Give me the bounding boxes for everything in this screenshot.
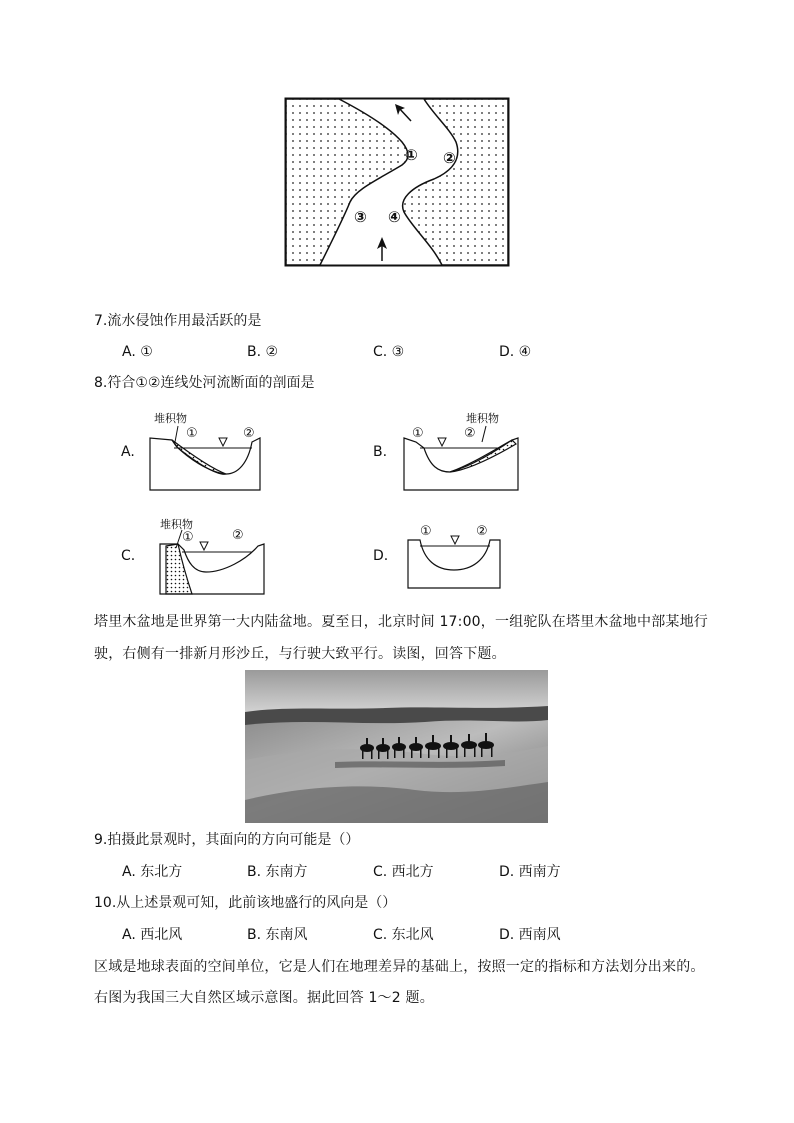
q9-option-b[interactable]: B. 东南方	[247, 864, 308, 880]
marker-1: ①	[420, 524, 432, 539]
q8-option-c-letter[interactable]: C.	[121, 548, 136, 564]
marker-1: ①	[412, 426, 424, 441]
q7-option-d[interactable]: D. ④	[499, 344, 532, 360]
desert-camel-photo	[245, 670, 548, 823]
marker-2: ②	[243, 426, 255, 441]
q8-option-b-letter[interactable]: B.	[373, 444, 388, 460]
q7-option-b[interactable]: B. ②	[247, 344, 279, 360]
deposit-label: 堆积物	[160, 518, 193, 531]
q8-option-d-diagram[interactable]	[406, 524, 504, 590]
q10-option-c[interactable]: C. 东北风	[373, 927, 434, 943]
q10-option-a[interactable]: A. 西北风	[122, 927, 183, 943]
q7-option-a[interactable]: A. ①	[122, 344, 153, 360]
question-7-stem: 7.流水侵蚀作用最活跃的是	[94, 313, 262, 329]
q8-option-c-diagram[interactable]	[158, 514, 266, 596]
q10-option-b[interactable]: B. 东南风	[247, 927, 308, 943]
passage-1-line-1: 塔里木盆地是世界第一大内陆盆地。夏至日，北京时间 17:00，一组驼队在塔里木盆地中部某地行	[94, 614, 708, 630]
marker-1: ①	[405, 146, 418, 164]
river-map-figure	[284, 97, 510, 267]
marker-2: ②	[464, 426, 476, 441]
deposit-label: 堆积物	[154, 412, 187, 425]
q9-option-a[interactable]: A. 东北方	[122, 864, 183, 880]
question-9-stem: 9.拍摄此景观时，其面向的方向可能是（）	[94, 832, 360, 848]
question-8-stem: 8.符合①②连线处河流断面的剖面是	[94, 375, 315, 391]
marker-1: ①	[182, 530, 194, 545]
q8-option-b-diagram[interactable]	[402, 408, 520, 492]
q9-option-d[interactable]: D. 西南方	[499, 864, 561, 880]
marker-2: ②	[232, 528, 244, 543]
marker-1: ①	[186, 426, 198, 441]
q10-option-d[interactable]: D. 西南风	[499, 927, 561, 943]
q8-option-a-diagram[interactable]	[148, 408, 264, 492]
q7-option-c[interactable]: C. ③	[373, 344, 405, 360]
marker-4: ④	[388, 208, 401, 226]
river-map-svg	[284, 97, 510, 267]
q8-option-a-letter[interactable]: A.	[121, 444, 135, 460]
passage-2-line-1: 区域是地球表面的空间单位，它是人们在地理差异的基础上，按照一定的指标和方法划分出来的。	[94, 959, 705, 975]
passage-2-line-2: 右图为我国三大自然区域示意图。据此回答 1～2 题。	[94, 990, 434, 1006]
marker-3: ③	[354, 208, 367, 226]
question-10-stem: 10.从上述景观可知，此前该地盛行的风向是（）	[94, 895, 397, 911]
passage-1-line-2: 驶，右侧有一排新月形沙丘，与行驶大致平行。读图，回答下题。	[94, 646, 506, 662]
marker-2: ②	[476, 524, 488, 539]
deposit-label: 堆积物	[466, 412, 499, 425]
q8-option-d-letter[interactable]: D.	[373, 548, 389, 564]
marker-2: ②	[443, 149, 456, 167]
q9-option-c[interactable]: C. 西北方	[373, 864, 434, 880]
